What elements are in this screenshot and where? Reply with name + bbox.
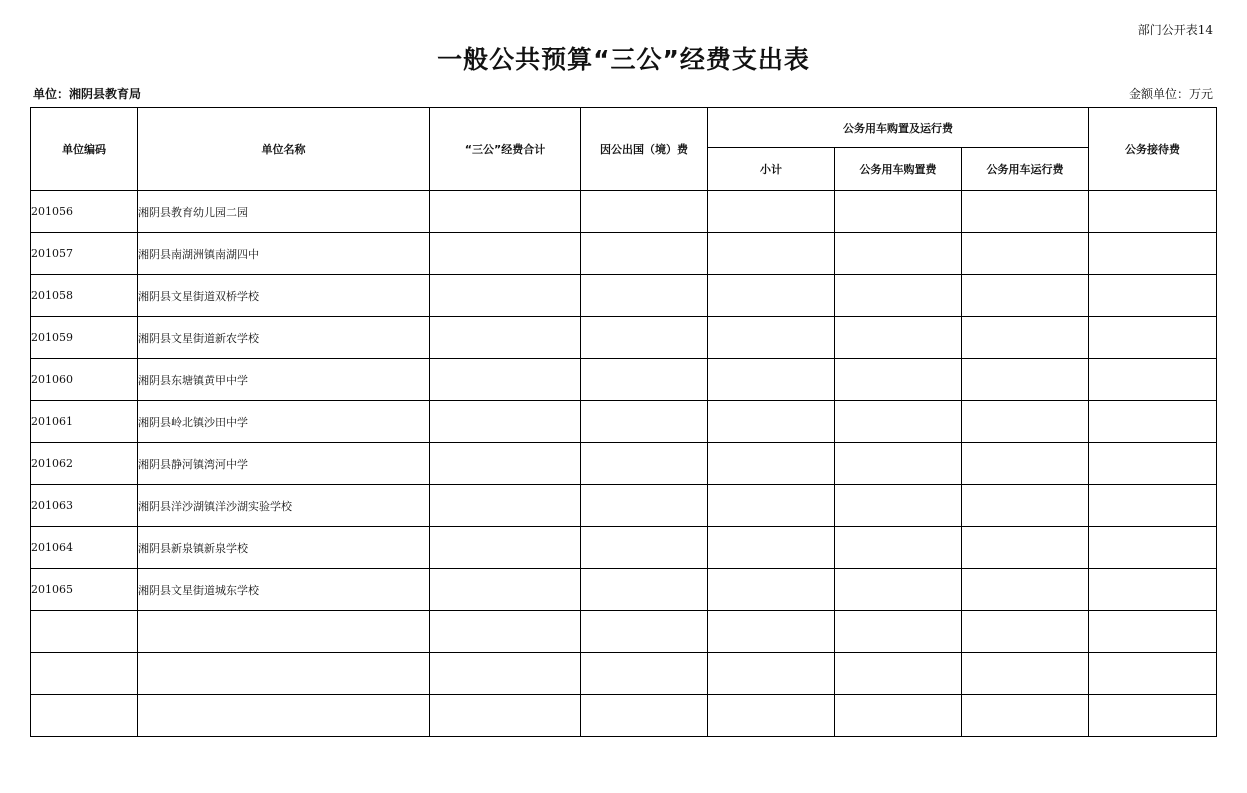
cell-amount bbox=[430, 443, 581, 485]
cell-amount bbox=[708, 527, 835, 569]
header-subtotal: 小计 bbox=[708, 148, 835, 191]
cell-unit-name: 湘阴县文星街道新农学校 bbox=[138, 317, 430, 359]
table-row bbox=[31, 653, 1217, 695]
cell-amount bbox=[962, 275, 1089, 317]
cell-amount bbox=[430, 233, 581, 275]
table-row bbox=[31, 317, 1217, 359]
header-reception: 公务接待费 bbox=[1089, 108, 1217, 191]
table-row bbox=[31, 527, 1217, 569]
cell-amount bbox=[835, 527, 962, 569]
cell-amount bbox=[835, 359, 962, 401]
header-vehicle-purchase: 公务用车购置费 bbox=[835, 148, 962, 191]
cell-amount bbox=[430, 653, 581, 695]
cell-unit-code bbox=[31, 695, 138, 737]
cell-amount bbox=[1089, 653, 1217, 695]
cell-amount bbox=[430, 611, 581, 653]
cell-amount bbox=[581, 359, 708, 401]
header-code: 单位编码 bbox=[31, 108, 138, 191]
table-row bbox=[31, 233, 1217, 275]
cell-amount bbox=[430, 485, 581, 527]
table-row bbox=[31, 569, 1217, 611]
cell-amount bbox=[1089, 401, 1217, 443]
cell-amount bbox=[430, 569, 581, 611]
cell-amount bbox=[708, 653, 835, 695]
cell-amount bbox=[835, 653, 962, 695]
cell-amount bbox=[708, 359, 835, 401]
cell-amount bbox=[835, 611, 962, 653]
table-row bbox=[31, 695, 1217, 737]
cell-amount bbox=[708, 401, 835, 443]
cell-unit-name: 湘阴县岭北镇沙田中学 bbox=[138, 401, 430, 443]
cell-amount bbox=[1089, 569, 1217, 611]
form-number: 部门公开表14 bbox=[1137, 23, 1213, 37]
cell-amount bbox=[1089, 275, 1217, 317]
cell-amount bbox=[835, 443, 962, 485]
cell-unit-name: 湘阴县洋沙湖镇洋沙湖实验学校 bbox=[138, 485, 430, 527]
cell-unit-code: 201065 bbox=[31, 569, 138, 611]
cell-amount bbox=[1089, 191, 1217, 233]
header-total: “三公”经费合计 bbox=[430, 108, 581, 191]
cell-amount bbox=[962, 233, 1089, 275]
cell-unit-name bbox=[138, 695, 430, 737]
cell-amount bbox=[708, 233, 835, 275]
cell-amount bbox=[835, 275, 962, 317]
cell-amount bbox=[1089, 233, 1217, 275]
cell-amount bbox=[581, 317, 708, 359]
cell-amount bbox=[962, 569, 1089, 611]
cell-amount bbox=[962, 443, 1089, 485]
cell-amount bbox=[1089, 443, 1217, 485]
cell-amount bbox=[581, 527, 708, 569]
cell-unit-code: 201058 bbox=[31, 275, 138, 317]
table-row bbox=[31, 359, 1217, 401]
cell-unit-name: 湘阴县文星街道城东学校 bbox=[138, 569, 430, 611]
cell-amount bbox=[708, 275, 835, 317]
cell-unit-code: 201056 bbox=[31, 191, 138, 233]
table-row bbox=[31, 611, 1217, 653]
cell-amount bbox=[430, 527, 581, 569]
cell-amount bbox=[835, 695, 962, 737]
cell-unit-code: 201061 bbox=[31, 401, 138, 443]
cell-amount bbox=[581, 275, 708, 317]
cell-unit-name: 湘阴县新泉镇新泉学校 bbox=[138, 527, 430, 569]
table-row bbox=[31, 275, 1217, 317]
table-row bbox=[31, 401, 1217, 443]
cell-amount bbox=[962, 191, 1089, 233]
cell-amount bbox=[430, 695, 581, 737]
cell-amount bbox=[1089, 317, 1217, 359]
cell-amount bbox=[962, 359, 1089, 401]
cell-amount bbox=[962, 527, 1089, 569]
header-name: 单位名称 bbox=[138, 108, 430, 191]
cell-unit-code: 201064 bbox=[31, 527, 138, 569]
cell-amount bbox=[708, 695, 835, 737]
cell-amount bbox=[581, 443, 708, 485]
table-body bbox=[31, 191, 1217, 737]
cell-unit-name: 湘阴县南湖洲镇南湖四中 bbox=[138, 233, 430, 275]
cell-unit-code: 201063 bbox=[31, 485, 138, 527]
cell-unit-code: 201060 bbox=[31, 359, 138, 401]
cell-amount bbox=[835, 485, 962, 527]
cell-amount bbox=[581, 401, 708, 443]
cell-unit-code: 201062 bbox=[31, 443, 138, 485]
header-abroad: 因公出国（境）费 bbox=[581, 108, 708, 191]
cell-amount bbox=[835, 191, 962, 233]
cell-unit-name: 湘阴县静河镇湾河中学 bbox=[138, 443, 430, 485]
header-vehicle-operation: 公务用车运行费 bbox=[962, 148, 1089, 191]
cell-unit-name: 湘阴县教育幼儿园二园 bbox=[138, 191, 430, 233]
cell-amount bbox=[1089, 695, 1217, 737]
table-row bbox=[31, 191, 1217, 233]
cell-unit-code: 201059 bbox=[31, 317, 138, 359]
cell-amount bbox=[708, 317, 835, 359]
expense-table bbox=[30, 107, 1217, 737]
cell-amount bbox=[835, 401, 962, 443]
cell-unit-code: 201057 bbox=[31, 233, 138, 275]
cell-unit-code bbox=[31, 653, 138, 695]
table-row bbox=[31, 485, 1217, 527]
cell-amount bbox=[962, 653, 1089, 695]
cell-amount bbox=[581, 569, 708, 611]
cell-amount bbox=[1089, 485, 1217, 527]
cell-amount bbox=[708, 569, 835, 611]
cell-amount bbox=[1089, 359, 1217, 401]
cell-amount bbox=[581, 191, 708, 233]
cell-amount bbox=[962, 401, 1089, 443]
cell-amount bbox=[430, 191, 581, 233]
cell-amount bbox=[962, 695, 1089, 737]
cell-unit-name: 湘阴县文星街道双桥学校 bbox=[138, 275, 430, 317]
cell-amount bbox=[708, 485, 835, 527]
cell-amount bbox=[581, 485, 708, 527]
cell-amount bbox=[581, 611, 708, 653]
cell-amount bbox=[835, 317, 962, 359]
table-row bbox=[31, 443, 1217, 485]
page-title: 一般公共预算“三公”经费支出表 bbox=[437, 45, 810, 74]
cell-unit-name bbox=[138, 653, 430, 695]
cell-amount bbox=[835, 233, 962, 275]
cell-amount bbox=[1089, 611, 1217, 653]
cell-amount bbox=[430, 401, 581, 443]
cell-amount bbox=[430, 275, 581, 317]
amount-unit: 金额单位：万元 bbox=[1128, 87, 1213, 101]
cell-amount bbox=[581, 695, 708, 737]
cell-amount bbox=[962, 317, 1089, 359]
cell-amount bbox=[708, 191, 835, 233]
cell-amount bbox=[962, 485, 1089, 527]
cell-unit-code bbox=[31, 611, 138, 653]
cell-amount bbox=[581, 653, 708, 695]
cell-amount bbox=[835, 569, 962, 611]
cell-amount bbox=[962, 611, 1089, 653]
cell-amount bbox=[1089, 527, 1217, 569]
cell-amount bbox=[430, 317, 581, 359]
cell-amount bbox=[581, 233, 708, 275]
header-vehicle-group: 公务用车购置及运行费 bbox=[708, 108, 1089, 148]
cell-unit-name: 湘阴县东塘镇黄甲中学 bbox=[138, 359, 430, 401]
cell-amount bbox=[430, 359, 581, 401]
cell-unit-name bbox=[138, 611, 430, 653]
reporting-unit: 单位：湘阴县教育局 bbox=[33, 87, 142, 101]
cell-amount bbox=[708, 611, 835, 653]
cell-amount bbox=[708, 443, 835, 485]
